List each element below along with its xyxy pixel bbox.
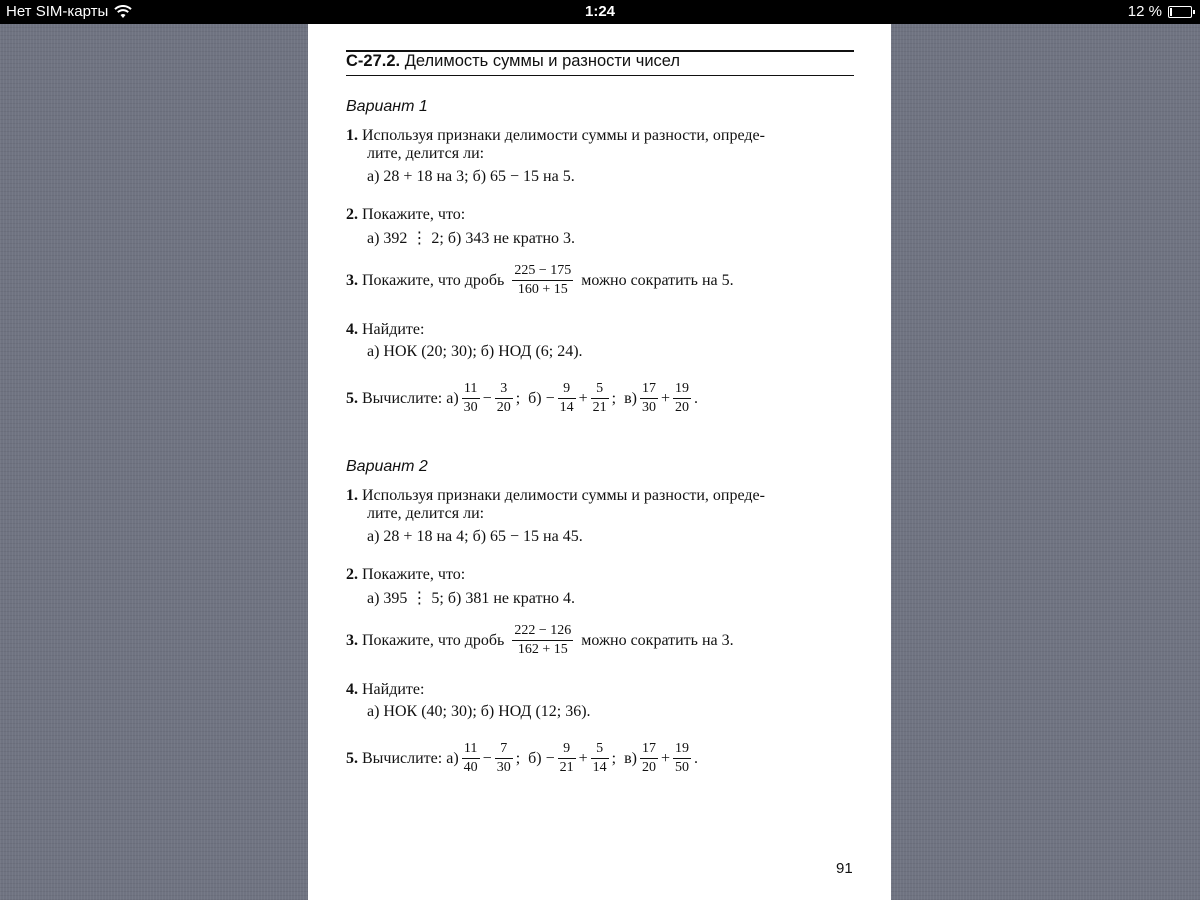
v1-q3 [346, 264, 734, 297]
fraction-numerator: 19 [673, 382, 691, 399]
operator: − [482, 749, 492, 767]
fraction-denominator: 40 [463, 760, 478, 775]
v2-q2-number: 2. [346, 566, 358, 583]
operator: + [578, 389, 588, 407]
v1-q3-fraction [512, 264, 573, 297]
fraction-denominator: 20 [642, 760, 657, 775]
fraction-numerator: 222 − 126 [512, 624, 573, 641]
fraction-numerator: 5 [591, 382, 609, 399]
v1-q2 [346, 205, 465, 224]
v2-q4-number: 4. [346, 681, 358, 698]
v2-q4-text: Найдите: [362, 681, 425, 698]
v2-q3-text-end: можно сократить на 3. [581, 631, 734, 649]
v2-q2 [346, 565, 465, 584]
fraction-numerator: 11 [462, 742, 480, 759]
v2-q5 [346, 742, 698, 775]
fraction-denominator: 50 [675, 760, 690, 775]
operator: − [545, 389, 555, 407]
fraction-numerator: 11 [462, 382, 480, 399]
fraction-numerator: 7 [495, 742, 513, 759]
fraction [558, 742, 576, 775]
fraction [673, 742, 691, 775]
separator: ; [515, 749, 521, 767]
status-bar [0, 0, 1200, 24]
fraction [591, 382, 609, 415]
fraction-denominator: 21 [559, 760, 574, 775]
fraction [640, 742, 658, 775]
fraction-numerator: 5 [591, 742, 609, 759]
v1-q3-number: 3. [346, 271, 358, 289]
v2-q1-text-cont: лите, делится ли: [367, 505, 485, 522]
battery-percent: 12 % [1127, 3, 1162, 20]
operator: + [578, 749, 588, 767]
fraction-denominator: 20 [496, 400, 511, 415]
fraction-denominator: 30 [642, 400, 657, 415]
v2-q3 [346, 624, 734, 657]
operator: − [545, 749, 555, 767]
section-heading: Делимость суммы и разности чисел [404, 52, 681, 70]
fraction-numerator: 225 − 175 [512, 264, 573, 281]
fraction-denominator: 160 + 15 [517, 282, 568, 297]
separator: . [694, 389, 699, 407]
fraction [591, 742, 609, 775]
fraction [462, 742, 480, 775]
v2-q1-number: 1. [346, 487, 358, 504]
item-c: в) [624, 749, 638, 767]
fraction-numerator: 19 [673, 742, 691, 759]
fraction [640, 382, 658, 415]
v2-q1 [346, 486, 765, 505]
fraction-denominator: 20 [675, 400, 690, 415]
v2-q5-number: 5. [346, 749, 358, 767]
fraction-denominator: 30 [463, 400, 478, 415]
v2-q3-fraction [512, 624, 573, 657]
fraction [462, 382, 480, 415]
book-page[interactable] [308, 24, 891, 900]
fraction [495, 742, 513, 775]
item-a: а) [446, 749, 459, 767]
separator: ; [611, 749, 617, 767]
fraction-denominator: 14 [559, 400, 574, 415]
v2-q4 [346, 680, 424, 699]
v2-q2-text: Покажите, что: [362, 566, 466, 583]
section-code: С-27.2. [346, 52, 401, 70]
v1-q4-number: 4. [346, 321, 358, 338]
fraction-denominator: 30 [496, 760, 511, 775]
battery-icon [1168, 6, 1192, 18]
item-b: б) [528, 749, 542, 767]
fraction [558, 382, 576, 415]
fraction-numerator: 9 [558, 742, 576, 759]
v1-q5-number: 5. [346, 389, 358, 407]
fraction-numerator: 17 [640, 742, 658, 759]
section-title [346, 52, 680, 71]
v1-q2-sub: а) 392 ⋮ 2; б) 343 не кратно 3. [367, 230, 576, 247]
page-number: 91 [836, 860, 853, 877]
fraction-numerator: 3 [495, 382, 513, 399]
header-rule-bottom [346, 75, 854, 76]
operator: + [661, 749, 671, 767]
v2-q1-sub: а) 28 + 18 на 4; б) 65 − 15 на 45. [367, 528, 583, 545]
variant-1-label: Вариант 1 [346, 98, 428, 115]
operator: + [661, 389, 671, 407]
v1-q3-text-end: можно сократить на 5. [581, 271, 734, 289]
fraction [495, 382, 513, 415]
fraction-denominator: 14 [592, 760, 607, 775]
item-b: б) [528, 389, 542, 407]
item-c: в) [624, 389, 638, 407]
fraction-numerator: 17 [640, 382, 658, 399]
separator: . [694, 749, 699, 767]
item-a: а) [446, 389, 459, 407]
separator: ; [611, 389, 617, 407]
v1-q2-number: 2. [346, 206, 358, 223]
v2-q4-sub: а) НОК (40; 30); б) НОД (12; 36). [367, 703, 591, 720]
fraction-numerator: 9 [558, 382, 576, 399]
v1-q1-number: 1. [346, 127, 358, 144]
separator: ; [515, 389, 521, 407]
v1-q1-text: Используя признаки делимости суммы и разности, опреде- [362, 127, 765, 144]
operator: − [482, 389, 492, 407]
v1-q5-text: Вычислите: [362, 389, 443, 407]
v1-q1-sub: а) 28 + 18 на 3; б) 65 − 15 на 5. [367, 168, 575, 185]
v1-q1 [346, 126, 765, 145]
v2-q5-text: Вычислите: [362, 749, 443, 767]
v1-q5 [346, 382, 698, 415]
carrier-label: Нет SIM-карты [6, 3, 109, 20]
v2-q2-sub: а) 395 ⋮ 5; б) 381 не кратно 4. [367, 590, 576, 607]
v1-q4 [346, 320, 424, 339]
fraction-denominator: 162 + 15 [517, 642, 568, 657]
variant-2-label: Вариант 2 [346, 458, 428, 475]
v1-q3-text: Покажите, что дробь [362, 271, 505, 289]
v1-q4-sub: а) НОК (20; 30); б) НОД (6; 24). [367, 343, 583, 360]
v1-q2-text: Покажите, что: [362, 206, 466, 223]
fraction-denominator: 21 [592, 400, 607, 415]
v2-q1-text: Используя признаки делимости суммы и разности, опреде- [362, 487, 765, 504]
fraction [673, 382, 691, 415]
clock: 1:24 [584, 3, 616, 20]
v2-q3-number: 3. [346, 631, 358, 649]
v2-q3-text: Покажите, что дробь [362, 631, 505, 649]
v1-q1-text-cont: лите, делится ли: [367, 145, 485, 162]
v1-q4-text: Найдите: [362, 321, 425, 338]
